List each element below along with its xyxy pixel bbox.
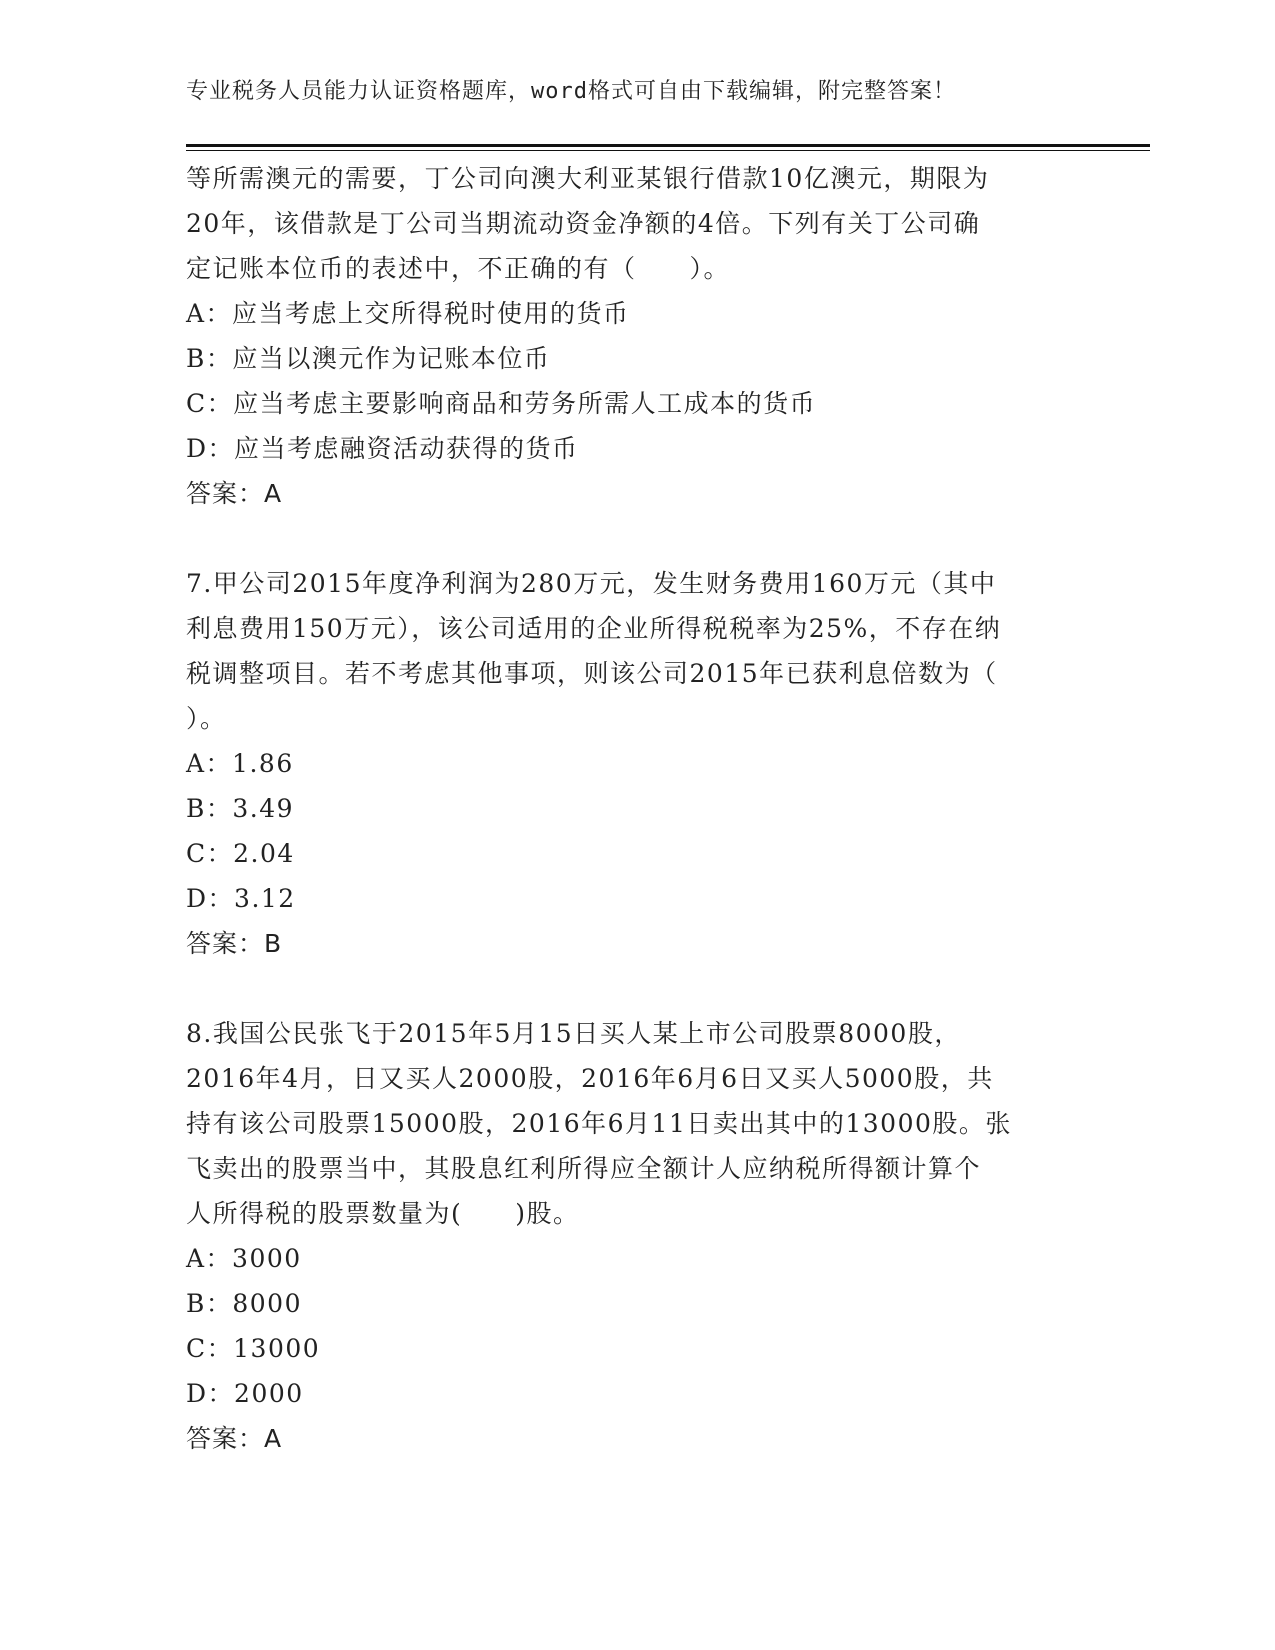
header-divider-thick [186,144,1150,147]
question-7-line-4: ）。 [186,704,227,733]
question-6-line-1: 等所需澳元的需要，丁公司向澳大利亚某银行借款10亿澳元，期限为 [186,164,990,193]
question-8-option-b: B：8000 [186,1289,302,1318]
question-8 [186,1011,1086,1461]
question-6-option-d: D：应当考虑融资活动获得的货币 [186,434,579,463]
question-7-line-2: 利息费用150万元），该公司适用的企业所得税税率为25%，不存在纳 [186,614,1002,643]
question-6-line-2: 20年，该借款是丁公司当期流动资金净额的4倍。下列有关丁公司确 [186,209,981,238]
question-6-option-a: A：应当考虑上交所得税时使用的货币 [186,299,630,328]
question-6-option-b: B：应当以澳元作为记账本位币 [186,344,551,373]
page-header: 专业税务人员能力认证资格题库，word格式可自由下载编辑，附完整答案！ [186,79,956,104]
spacer [186,966,1086,1011]
question-7-option-b: B：3.49 [186,794,295,823]
spacer [186,516,1086,561]
question-8-line-5: 人所得税的股票数量为( )股。 [186,1199,580,1228]
question-8-option-c: C：13000 [186,1334,321,1363]
question-6-answer: 答案：A [186,479,283,508]
question-7-answer: 答案：B [186,929,283,958]
question-6-line-3: 定记账本位币的表述中，不正确的有（ ）。 [186,254,731,283]
document-body [186,156,1086,1461]
question-8-line-2: 2016年4月，日又买人2000股，2016年6月6日又买人5000股，共 [186,1064,994,1093]
question-7 [186,561,1086,966]
question-8-answer: 答案：A [186,1424,283,1453]
question-6 [186,156,1086,516]
question-8-line-4: 飞卖出的股票当中，其股息红利所得应全额计人应纳税所得额计算个 [186,1154,982,1183]
question-7-option-d: D：3.12 [186,884,296,913]
header-divider-thin [186,150,1150,151]
question-7-option-a: A：1.86 [186,749,294,778]
question-8-line-3: 持有该公司股票15000股，2016年6月11日卖出其中的13000股。张 [186,1109,1012,1138]
question-8-line-1: 8.我国公民张飞于2015年5月15日买人某上市公司股票8000股， [186,1019,961,1048]
question-7-line-1: 7.甲公司2015年度净利润为280万元，发生财务费用160万元（其中 [186,569,997,598]
question-8-option-d: D：2000 [186,1379,304,1408]
question-8-option-a: A：3000 [186,1244,302,1273]
question-7-line-3: 税调整项目。若不考虑其他事项，则该公司2015年已获利息倍数为（ [186,659,998,688]
question-6-option-c: C：应当考虑主要影响商品和劳务所需人工成本的货币 [186,389,817,418]
question-7-option-c: C：2.04 [186,839,295,868]
